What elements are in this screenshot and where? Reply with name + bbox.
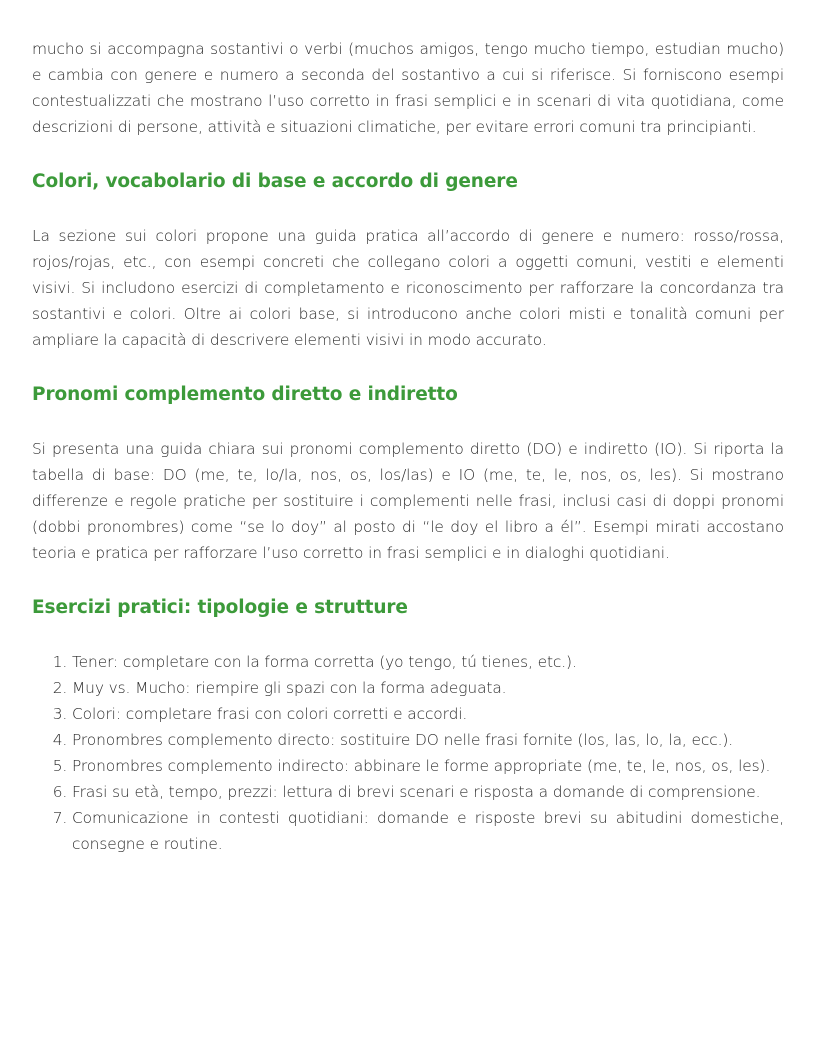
- section-body-colors: La sezione sui colori propone una guida pratica all’accordo di genere e numero: rosso/rossa, rojos/rojas, etc., con esempi concreti che collegano colori a oggetti comuni, vestiti e elementi visivi. Si includono esercizi di completamento e riconoscimento per rafforzare la concordanza tra sostantivi e colori. Oltre ai colori base, si introducono anche colori misti e tonalità comuni per ampliare la capacità di descrivere elementi visivi in modo accurato.: [32, 227, 784, 349]
- section-body-pronouns: Si presenta una guida chiara sui pronomi complemento diretto (DO) e indiretto (IO). Si riporta la tabella di base: DO (me, te, lo/la, nos, os, los/las) e IO (me, te, le, nos, os, les). Si mostrano differenze e regole pratiche per sostituire i complementi nelle frasi, inclusi casi di doppi pronomi (dobbi pronombres) come “se lo doy” al posto di “le doy el libro a él”. Esempi mirati accostano teoria e pratica per rafforzare l’uso corretto in frasi semplici e in dialoghi quotidiani.: [32, 440, 784, 562]
- list-item: 7. Comunicazione in contesti quotidiani: domande e risposte brevi su abitudini domestiche, consegne e routine.: [72, 805, 784, 857]
- list-item: 3. Colori: completare frasi con colori corretti e accordi.: [72, 701, 784, 727]
- exercise-list: [32, 649, 784, 857]
- list-item: 5. Pronombres complemento indirecto: abbinare le forme appropriate (me, te, le, nos, os, les).: [72, 753, 784, 779]
- intro-paragraph: mucho si accompagna sostantivi o verbi (muchos amigos, tengo mucho tiempo, estudian mucho) e cambia con genere e numero a seconda del sostantivo a cui si riferisce. Si forniscono esempi contestualizzati che mostrano l’uso corretto in frasi semplici e in scenari di vita quotidiana, come descrizioni di persone, attività e situazioni climatiche, per evitare errori comuni tra principianti.: [32, 40, 784, 136]
- list-item: 4. Pronombres complemento directo: sostituire DO nelle frasi fornite (los, las, lo, la, ecc.).: [72, 727, 784, 753]
- document-page: [32, 36, 784, 857]
- list-item: 2. Muy vs. Mucho: riempire gli spazi con la forma adeguata.: [72, 675, 784, 701]
- list-item: 6. Frasi su età, tempo, prezzi: lettura di brevi scenari e risposta a domande di comprensione.: [72, 779, 784, 805]
- section-heading-exercises: Esercizi pratici: tipologie e strutture: [32, 597, 408, 618]
- section-heading-colors: Colori, vocabolario di base e accordo di genere: [32, 171, 518, 192]
- section-heading-pronouns: Pronomi complemento diretto e indiretto: [32, 384, 458, 405]
- list-item: 1. Tener: completare con la forma corretta (yo tengo, tú tienes, etc.).: [72, 649, 784, 675]
